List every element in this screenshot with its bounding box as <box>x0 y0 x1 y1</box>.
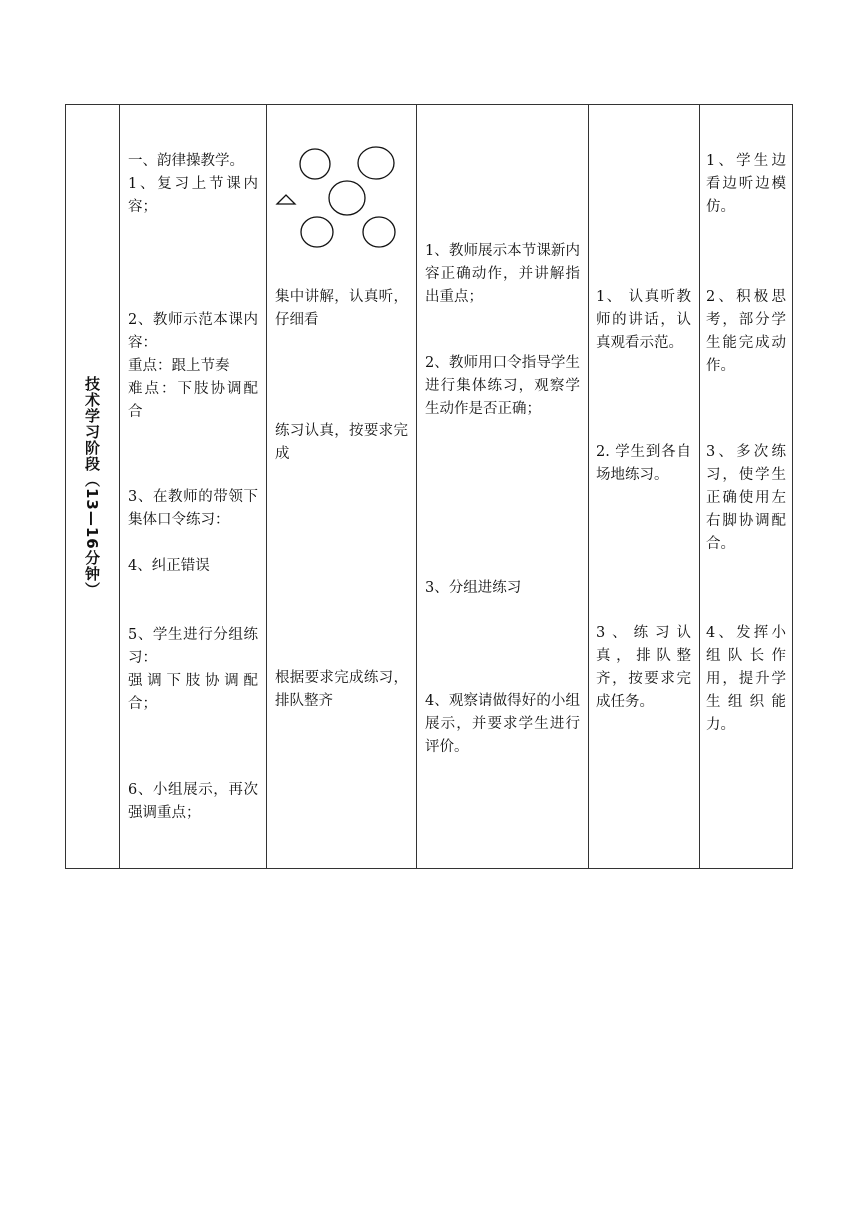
column-divider <box>119 105 120 868</box>
content-line: 4、纠正错误 <box>128 558 210 574</box>
content-c1-block <box>128 150 258 219</box>
student-circle-icon <box>300 149 330 179</box>
content-c7-block <box>128 555 258 578</box>
student-circle-icon <box>358 147 394 179</box>
goal-g1: 1、学生边看边听边模仿。 <box>706 153 786 215</box>
student-s1: 1、 认真听教师的讲话，认真观看示范。 <box>596 289 691 351</box>
formation-diagram <box>275 146 400 252</box>
student-s2: 2. 学生到各自场地练习。 <box>596 444 691 483</box>
column-divider <box>588 105 589 868</box>
teacher-t2: 2、教师用口令指导学生进行集体练习，观察学生动作是否正确； <box>425 355 580 417</box>
column-divider <box>699 105 700 868</box>
content-line: 强调下肢协调配合； <box>128 673 258 712</box>
goal-g2: 2、积极思考，部分学生能完成动作。 <box>706 289 786 374</box>
goal-g4: 4、发挥小组队长作用，提升学生组织能力。 <box>706 625 786 733</box>
content-line: 一、韵律操教学。 <box>128 153 244 169</box>
content-line: 6、小组展示，再次强调重点； <box>128 782 258 821</box>
student-s3: 3、练习认真，排队整齐，按要求完成任务。 <box>596 625 691 710</box>
teacher-t1: 1、教师展示本节课新内容正确动作，并讲解指出重点； <box>425 243 580 305</box>
content-c3-block <box>128 309 258 424</box>
organization-o3: 根据要求完成练习，排队整齐 <box>275 670 408 709</box>
organization-o2: 练习认真，按要求完成 <box>275 423 408 462</box>
stage-label: 技术学习阶段（13—16分钟） <box>83 375 101 598</box>
content-c6-block <box>128 486 258 532</box>
content-line: 重点：跟上节奏 <box>128 358 230 374</box>
column-divider <box>266 105 267 868</box>
student-circle-icon <box>363 217 395 247</box>
goal-g3: 3、多次练习，使学生正确使用左右脚协调配合。 <box>706 444 786 552</box>
content-line: 3、在教师的带领下集体口令练习： <box>128 489 258 528</box>
teacher-t4: 4、观察请做得好的小组展示，并要求学生进行评价。 <box>425 693 580 755</box>
teacher-t3: 3、分组进练习 <box>425 580 522 596</box>
content-line: 1、复习上节课内容； <box>128 176 258 215</box>
content-line: 2、教师示范本课内容： <box>128 312 258 351</box>
organization-o1: 集中讲解，认真听，仔细看 <box>275 289 408 328</box>
content-c10-block <box>128 779 258 825</box>
content-c8-block <box>128 624 258 716</box>
column-divider <box>416 105 417 868</box>
student-circle-icon <box>301 217 333 247</box>
triangle-icon <box>277 195 295 204</box>
content-line: 难点：下肢协调配合 <box>128 381 258 420</box>
content-line: 5、学生进行分组练习： <box>128 627 258 666</box>
stage-cell <box>66 105 119 868</box>
student-circle-icon <box>329 181 365 215</box>
